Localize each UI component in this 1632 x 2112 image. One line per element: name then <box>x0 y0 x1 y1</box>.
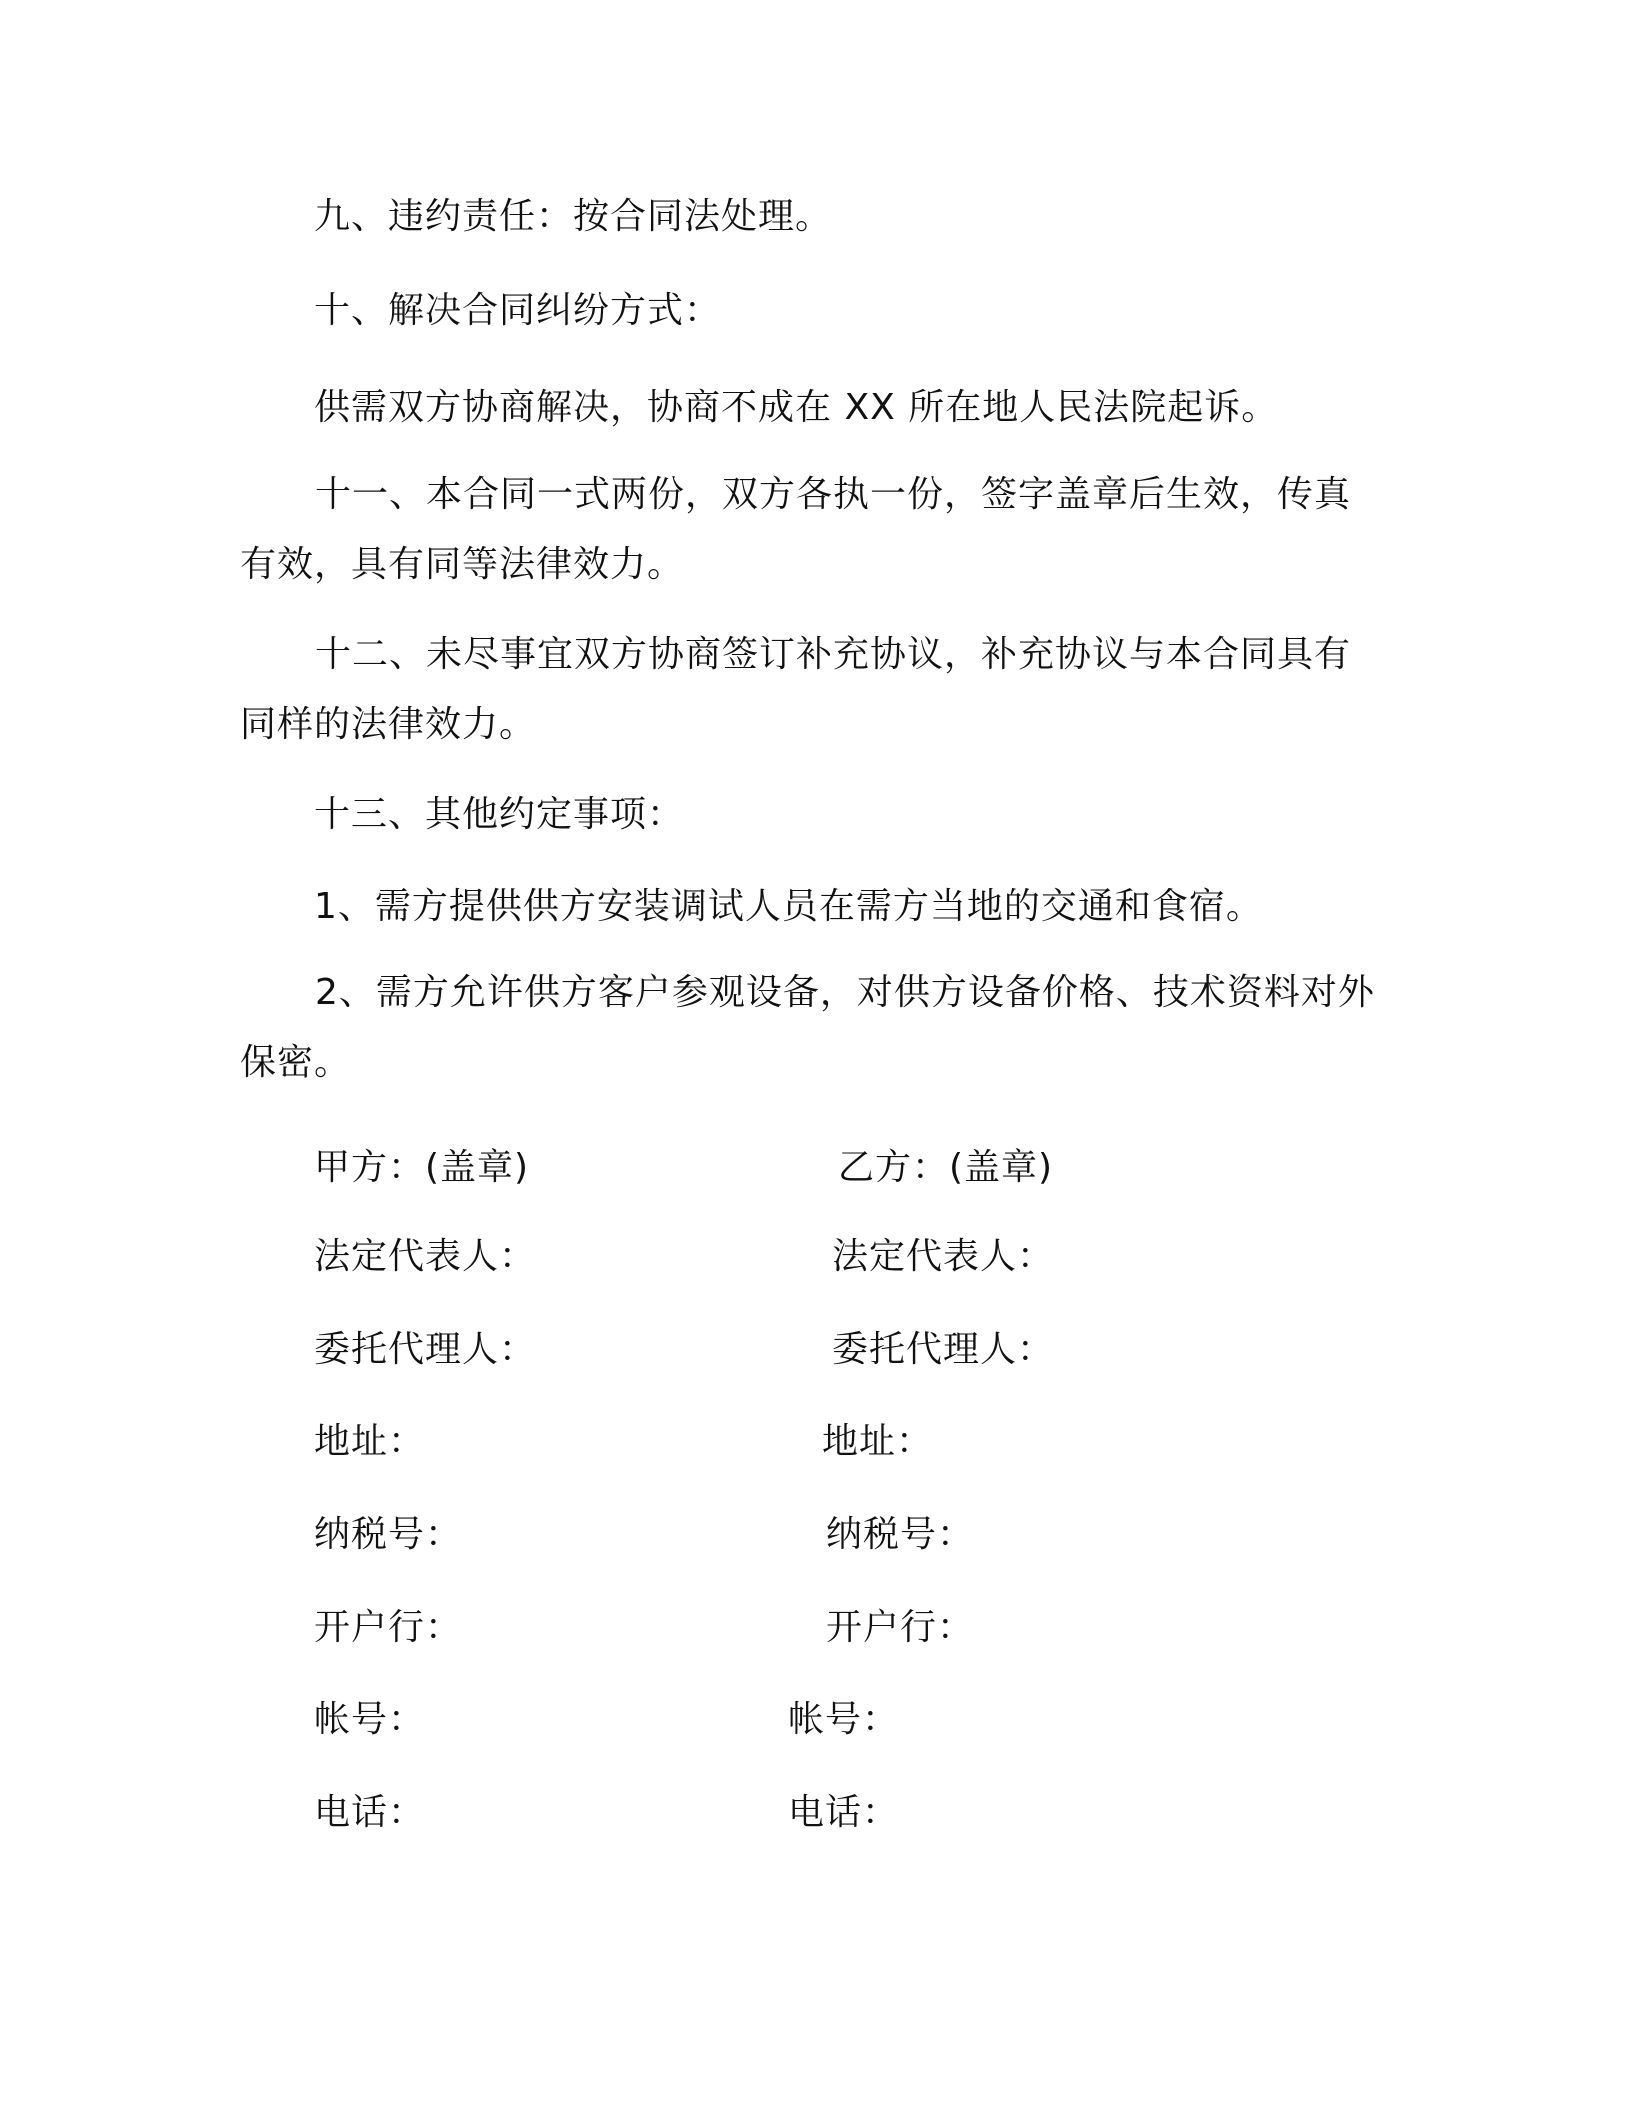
party-a-account: 帐号： <box>314 1699 426 1740</box>
clause-10-body: 供需双方协商解决，协商不成在 XX 所在地人民法院起诉。 <box>314 387 1279 428</box>
party-b-account: 帐号： <box>788 1699 900 1740</box>
party-a-phone: 电话： <box>314 1792 426 1833</box>
clause-10-heading: 十、解决合同纠纷方式： <box>314 290 722 331</box>
party-b-address: 地址： <box>822 1421 934 1462</box>
party-a-agent: 委托代理人： <box>314 1329 537 1370</box>
party-b-phone: 电话： <box>788 1792 900 1833</box>
party-a-legal-rep: 法定代表人： <box>314 1236 537 1277</box>
party-a-tax-number: 纳税号： <box>314 1514 463 1555</box>
party-b-agent: 委托代理人： <box>832 1329 1055 1370</box>
clause-13-item-1: 1、需方提供供方安装调试人员在需方当地的交通和食宿。 <box>314 886 1263 927</box>
party-a-seal: 甲方：(盖章) <box>314 1147 530 1188</box>
clause-9: 九、违约责任：按合同法处理。 <box>314 196 833 237</box>
clause-13-item-2: 2、需方允许供方客户参观设备，对供方设备价格、技术资料对外保密。 <box>240 972 1375 1083</box>
party-b-tax-number: 纳税号： <box>826 1514 975 1555</box>
clause-11: 十一、本合同一式两份，双方各执一份，签字盖章后生效，传真有效，具有同等法律效力。 <box>240 474 1352 585</box>
party-a-bank: 开户行： <box>314 1607 463 1648</box>
party-b-legal-rep: 法定代表人： <box>832 1236 1055 1277</box>
party-a-address: 地址： <box>314 1421 426 1462</box>
party-b-seal: 乙方：(盖章) <box>838 1147 1054 1188</box>
party-b-bank: 开户行： <box>826 1607 975 1648</box>
clause-12: 十二、未尽事宜双方协商签订补充协议，补充协议与本合同具有同样的法律效力。 <box>240 634 1352 745</box>
clause-13-heading: 十三、其他约定事项： <box>314 794 685 835</box>
